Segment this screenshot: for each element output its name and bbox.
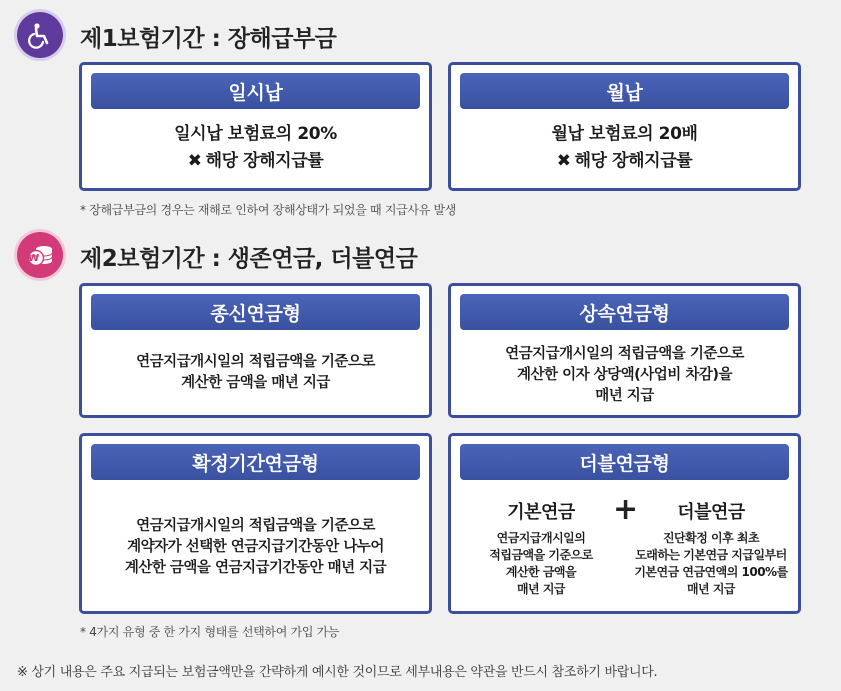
lifetime-line: 계산한 금액을 매년 지급 [181,375,330,391]
basic-pension-title: 기본연금 [507,502,575,523]
won-symbol: ₩ [28,253,40,264]
lump-sum-rate: 일시납 보험료의 20% [174,124,337,144]
card-header-double: 더블연금형 [460,444,789,480]
coin-stack-icon [17,232,63,278]
card-header-monthly: 월납 [460,73,789,109]
card-inheritance-annuity [448,283,801,418]
card-header-lump-sum: 일시납 [91,73,420,109]
monthly-rate: 월납 보험료의 20배 [551,124,698,144]
multiply-icon: ✖ [556,151,571,171]
card-lump-sum [79,62,432,191]
lifetime-line: 연금지급개시일의 적립금액을 기준으로 [136,354,375,370]
multiply-icon: ✖ [187,151,202,171]
monthly-disability-rate: 해당 장해지급률 [574,151,693,171]
card-body-lifetime [88,352,423,394]
section1-title: 제1보험기간 : 장해급부금 [80,26,337,52]
fixed-period-line: 연금지급개시일의 적립금액을 기준으로 [136,518,375,534]
fixed-period-line: 계산한 금액을 연금지급기간동안 매년 지급 [124,560,387,576]
basic-pension-line: 계산한 금액을 [505,565,577,579]
card-body-fixed-period [88,516,423,579]
double-pension-line: 매년 지급 [686,582,736,596]
fixed-period-line: 계약자가 선택한 연금지급기간동안 나누어 [127,539,384,555]
card-body-monthly [457,121,792,175]
card-header-fixed-period: 확정기간연금형 [91,444,420,480]
card-double-annuity [448,433,801,614]
card-fixed-period-annuity [79,433,432,614]
lump-sum-rate-multiplier [88,148,423,175]
card-header-inheritance: 상속연금형 [460,294,789,330]
wheelchair-icon [17,12,63,58]
card-body-inheritance [457,344,792,407]
inheritance-line: 연금지급개시일의 적립금액을 기준으로 [505,346,744,362]
double-pension-title: 더블연금 [677,502,745,523]
card-body-lump-sum [88,121,423,175]
card-lifetime-annuity [79,283,432,418]
section1-note: * 장해급부금의 경우는 재해로 인하여 장해상태가 되었을 때 지급사유 발생 [80,203,457,217]
double-pension-line: 진단확정 이후 최초 [662,531,760,545]
lump-sum-disability-rate: 해당 장해지급률 [205,151,324,171]
inheritance-line: 계산한 이자 상당액(사업비 차감)을 [517,367,732,383]
monthly-rate-multiplier [457,148,792,175]
section2-note: * 4가지 유형 중 한 가지 형태를 선택하여 가입 가능 [80,625,340,639]
double-pension-line: 기본연금 연금연액의 100%를 [634,565,788,579]
double-pension-body [619,530,803,598]
card-monthly [448,62,801,191]
footer-note: ※ 상기 내용은 주요 지급되는 보험금액만을 간략하게 예시한 것이므로 세부내용은 약관을 반드시 참조하기 바랍니다. [17,665,658,680]
section2-title: 제2보험기간 : 생존연금, 더블연금 [80,246,418,272]
plus-icon: + [613,492,639,527]
double-pension-line: 도래하는 기본연금 지급일부터 [635,548,787,562]
basic-pension-body [471,530,611,598]
basic-pension-line: 연금지급개시일의 [496,531,586,545]
basic-pension-line: 매년 지급 [516,582,566,596]
basic-pension-line: 적립금액을 기준으로 [489,548,593,562]
card-header-lifetime: 종신연금형 [91,294,420,330]
inheritance-line: 매년 지급 [595,388,654,404]
